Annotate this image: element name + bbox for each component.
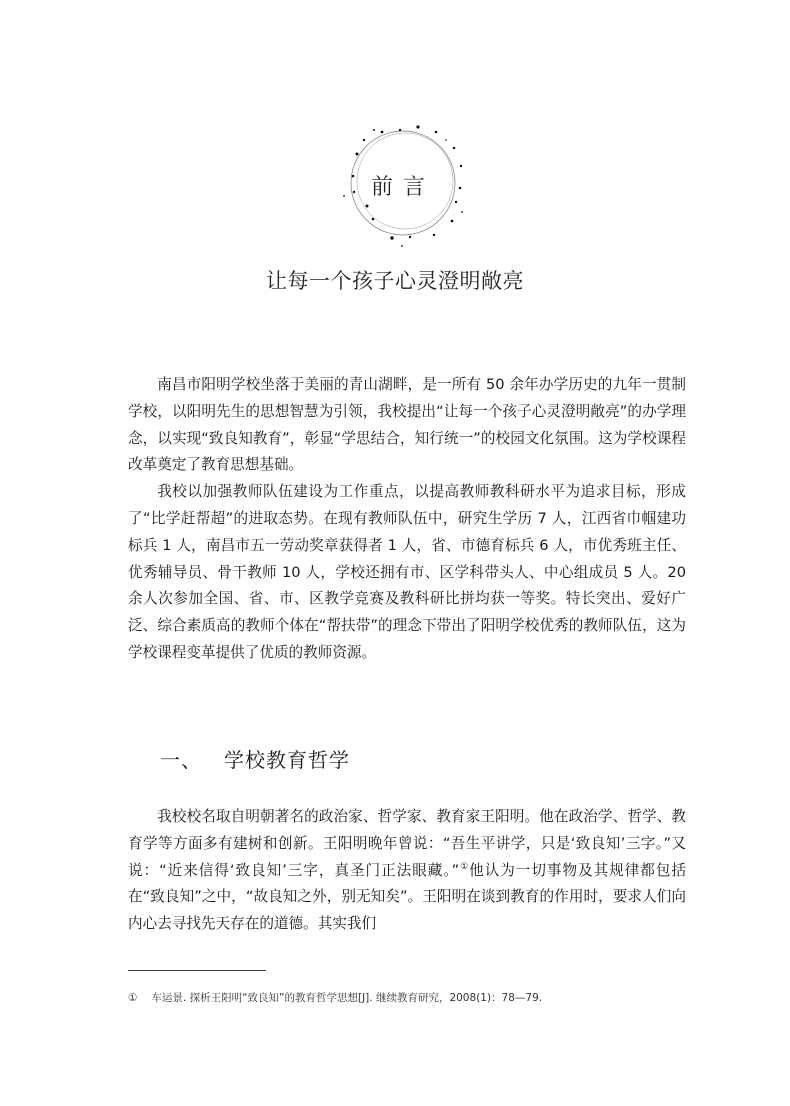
intro-paragraph-1: 南昌市阳明学校坐落于美丽的青山湖畔，是一所有 50 余年办学历史的九年一贯制学校，以阳明先生的思想智慧为引领，我校提出“让每一个孩子心灵澄明敞亮”的办学理念，以实现“致良知教育”，彰显“学思结合，知行统一”的校园文化氛围。这为学校课程改革奠定了教育思想基础。 xyxy=(128,376,686,474)
section-heading xyxy=(160,744,350,773)
intro-section xyxy=(128,372,686,667)
section-number: 一、 xyxy=(160,748,202,772)
philosophy-paragraph xyxy=(128,804,686,938)
preface-title: 前言 xyxy=(370,175,435,200)
philosophy-text-part-1: 我校校名取自明朝著名的政治家、哲学家、教育家王阳明。他在政治学、哲学、教育学等方面多有建树和创新。王阳明晚年曾说：“吾生平讲学，只是‘致良知’三字。”又说：“近来信得‘致良知’三字，真圣门正法眼藏。” xyxy=(128,808,686,879)
philosophy-text-part-2: 他认为一切事物及其规律都包括在“致良知”之中，“故良知之外，别无知矣”。王阳明在谈到教育的作用时，要求人们向内心去寻找先天存在的道德。其实我们 xyxy=(128,861,686,933)
footnote-text: 车运景. 探析王阳明“致良知”的教育哲学思想[J]. 继续教育研究，2008(1)：78—79. xyxy=(151,992,543,1004)
footnote-divider xyxy=(128,970,266,971)
page-subtitle: 让每一个孩子心灵澄明敞亮 xyxy=(266,269,524,293)
philosophy-section xyxy=(128,804,686,938)
footnote xyxy=(128,990,688,1005)
section-title: 学校教育哲学 xyxy=(224,748,350,772)
intro-paragraph-2: 我校以加强教师队伍建设为工作重点，以提高教师教科研水平为追求目标，形成了“比学赶帮超”的进取态势。在现有教师队伍中，研究生学历 7 人，江西省巾帼建功标兵 1 人，南昌市五一劳动奖章获得者 1 人，省、市德育标兵 6 人，市优秀班主任、优秀辅导员、骨干教师 10 人，学校还拥有市、区学科带头人、中心组成员 5 人。20 余人次参加全国、省、市、区教学竞赛及教科研比拼均获一等奖。特长突出、爱好广泛、综合素质高的教师个体在“帮扶带”的理念下带出了阳明学校优秀的教师队伍，这为学校课程变革提供了优质的教师资源。 xyxy=(128,483,686,661)
footnote-reference[interactable]: ① xyxy=(459,861,470,872)
footnote-mark: ① xyxy=(128,992,138,1004)
